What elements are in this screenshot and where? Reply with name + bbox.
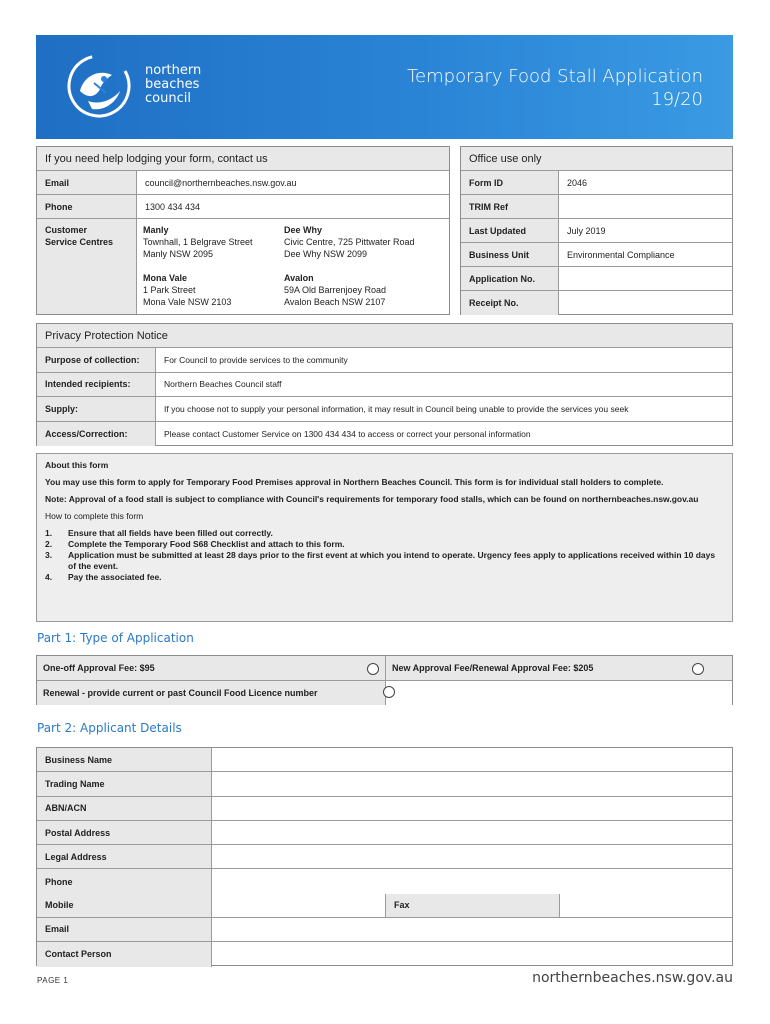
privacy-row-value: For Council to provide services to the community [164,354,348,365]
fee-row [37,656,732,681]
applicant-email-input[interactable] [212,918,732,941]
phone-label: Phone [37,195,137,218]
privacy-row [37,373,732,398]
part1-title: Part 1: Type of Application [37,631,194,645]
privacy-row [37,422,732,447]
step-text: Pay the associated fee. [68,572,162,582]
centre-line: Avalon Beach NSW 2107 [284,297,386,307]
phone-value: 1300 434 434 [145,201,201,212]
applicant-email-label: Email [37,918,212,941]
renewal-radio[interactable] [383,686,395,698]
mobile-input[interactable] [212,894,386,917]
step-number: 2. [45,539,53,549]
renewal-option [37,681,386,705]
office-use-box [460,146,733,315]
privacy-row [37,348,732,373]
contact-person-input[interactable] [212,942,732,967]
applicant-field-label: Postal Address [37,821,212,844]
office-row-label: Form ID [461,171,559,194]
new-renewal-option [386,656,732,680]
contact-email-row [37,171,449,195]
title-line1: Temporary Food Stall Application [407,66,703,87]
step-item [45,550,724,572]
footer-url[interactable]: northernbeaches.nsw.gov.au [532,970,733,986]
applicant-field-input[interactable] [212,869,732,893]
how-heading: How to complete this form [45,511,144,521]
privacy-heading: Privacy Protection Notice [37,324,732,348]
office-row [461,267,732,291]
centre-dee-why [284,224,415,260]
logo-line: northern [145,63,202,78]
renewal-row [37,681,732,705]
renewal-label: Renewal - provide current or past Council Food Licence number [43,688,318,698]
privacy-row-label: Purpose of collection: [37,348,156,372]
about-form-box [36,453,733,622]
privacy-row-value: Northern Beaches Council staff [164,379,282,390]
applicant-field-input[interactable] [212,772,732,795]
centre-name: Avalon [284,273,314,283]
contact-centres-row [37,219,449,314]
applicant-row [37,748,732,772]
new-renewal-label: New Approval Fee/Renewal Approval Fee: $205 [392,663,594,673]
privacy-row-label: Intended recipients: [37,373,156,397]
privacy-row-label: Access/Correction: [37,422,156,447]
mobile-fax-row [37,894,732,918]
step-text: Complete the Temporary Food S68 Checklist and attach to this form. [68,539,345,549]
new-renewal-radio[interactable] [692,663,704,675]
centre-line: Manly NSW 2095 [143,249,214,259]
privacy-row-value: Please contact Customer Service on 1300 434 434 to access or correct your personal information [164,428,531,439]
office-row-value[interactable] [559,267,732,290]
applicant-details-box [36,747,733,966]
oneoff-label: One-off Approval Fee: $95 [43,663,155,673]
about-para1: You may use this form to apply for Temporary Food Premises approval in Northern Beaches Council. This form is for individual stall holders to complete. [45,477,664,487]
part2-title: Part 2: Applicant Details [37,721,182,735]
centre-manly [143,224,253,260]
contact-box [36,146,450,315]
office-row [461,171,732,195]
office-row [461,219,732,243]
centre-name: Mona Vale [143,273,188,283]
step-number: 1. [45,528,53,538]
application-type-box [36,655,733,705]
office-row [461,195,732,219]
email-row [37,918,732,942]
logo-text [145,64,201,106]
contact-heading: If you need help lodging your form, contact us [37,147,449,171]
about-para2: Note: Approval of a food stall is subject to compliance with Council's requirements for temporary food stalls, which can be found on northernbeaches.nsw.gov.au [45,494,699,504]
centre-line: 1 Park Street [143,285,196,295]
header-banner [36,35,733,139]
contact-person-label: Contact Person [37,942,212,967]
centres-label [37,219,137,314]
step-item [45,539,724,550]
email-label: Email [37,171,137,194]
contact-phone-row [37,195,449,219]
oneoff-radio[interactable] [367,663,379,675]
applicant-field-label: Legal Address [37,845,212,868]
applicant-field-input[interactable] [212,821,732,844]
centre-name: Dee Why [284,225,323,235]
email-value[interactable]: council@northernbeaches.nsw.gov.au [145,177,297,188]
office-row-label: Application No. [461,267,559,290]
oneoff-option [37,656,386,680]
contact-person-row [37,942,732,967]
office-row-value[interactable]: Environmental Compliance [567,249,675,260]
service-centres [137,219,449,314]
centre-line: Mona Vale NSW 2103 [143,297,232,307]
applicant-field-label: ABN/ACN [37,797,212,820]
office-row-label: Business Unit [461,243,559,266]
about-heading: About this form [45,460,109,470]
step-number: 4. [45,572,53,582]
applicant-field-input[interactable] [212,748,732,771]
logo-line: council [145,91,191,106]
centre-avalon [284,272,386,308]
office-row-label: Receipt No. [461,291,559,315]
privacy-box [36,323,733,446]
office-row [461,291,732,315]
centre-line: 59A Old Barrenjoey Road [284,285,387,295]
applicant-row [37,869,732,893]
page-title [343,65,703,111]
centres-label-line: Customer [45,225,88,235]
office-row-value[interactable]: 2046 [567,177,588,188]
council-logo-icon [66,53,132,119]
applicant-row [37,821,732,845]
office-row-label: TRIM Ref [461,195,559,218]
centre-line: Dee Why NSW 2099 [284,249,368,259]
office-row-value[interactable] [559,195,732,218]
fax-input[interactable] [560,894,732,917]
step-item [45,572,724,583]
step-text: Application must be submitted at least 28 days prior to the first event at which you intend to operate. Urgency fees apply to applications received within 10 days of the event. [68,550,716,571]
office-heading: Office use only [461,147,732,171]
privacy-row [37,397,732,422]
step-item [45,528,724,539]
steps-list [45,528,724,583]
centre-name: Manly [143,225,169,235]
applicant-row [37,772,732,796]
fax-label: Fax [386,894,560,917]
applicant-field-label: Trading Name [37,772,212,795]
office-row-label: Last Updated [461,219,559,242]
office-row-value[interactable]: July 2019 [567,225,606,236]
privacy-row-value: If you choose not to supply your personal information, it may result in Council being unable to provide the services you seek [164,403,629,414]
title-line2: 19/20 [651,89,703,110]
applicant-field-label: Business Name [37,748,212,771]
licence-number-field[interactable] [386,681,732,705]
centre-line: Civic Centre, 725 Pittwater Road [284,237,415,247]
logo-line: beaches [145,77,200,92]
privacy-row-label: Supply: [37,397,156,421]
centres-label-line: Service Centres [45,237,114,247]
applicant-field-label: Phone [37,869,212,893]
office-row-value[interactable] [559,291,732,315]
centre-mona-vale [143,272,231,308]
step-text: Ensure that all fields have been filled out correctly. [68,528,273,538]
centre-line: Townhall, 1 Belgrave Street [143,237,253,247]
applicant-row [37,845,732,869]
mobile-label: Mobile [37,894,212,917]
office-row [461,243,732,267]
applicant-field-input[interactable] [212,845,732,868]
applicant-row [37,797,732,821]
step-number: 3. [45,550,53,560]
page-number: PAGE 1 [37,976,69,985]
applicant-field-input[interactable] [212,797,732,820]
